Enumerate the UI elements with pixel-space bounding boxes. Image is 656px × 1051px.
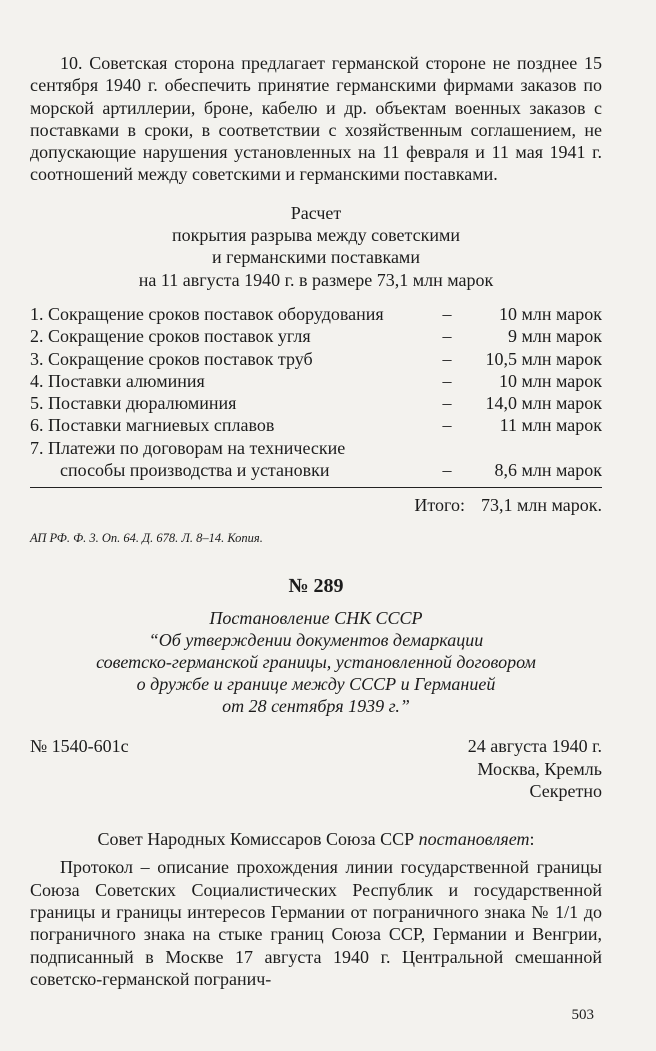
calc-subheading-2: и германскими поставками [212,247,420,268]
document-place: Москва, Кремль [477,758,602,779]
list-item-value: 8,6 млн марок [494,460,602,481]
page-number: 503 [571,1007,594,1023]
document-title-line: Постановление СНК СССР [209,608,423,629]
document-page [30,52,602,990]
list-item-dash: – [442,326,452,347]
list-item-value: 10,5 млн марок [485,348,602,369]
list-item [30,370,602,392]
calc-subheading-1: покрытия разрыва между советскими [171,225,461,246]
intro-paragraph: 10. Советская сторона предлагает германской стороне не позднее 15 сентября 1940 г. обеспечить принятие германскими фирмами заказов по морской артиллерии, броне, кабелю и др. объектам военных заказов с поставками в сроки, в соответствии с хозяйственным соглашением, не допускающие нарушения установленных на 11 февраля и 11 мая 1941 г. соотношений между советскими и германскими поставками. [30,53,602,185]
document-title-line: советско-германской границы, установленной договором [96,652,536,673]
list-item-value: 10 млн марок [498,370,602,391]
list-item-label: 1. Сокращение сроков поставок оборудования [30,303,384,324]
list-item [30,348,602,370]
list-item-dash: – [442,348,452,369]
decree-colon: : [529,829,535,850]
list-item-dash: – [442,415,452,436]
document-number: № 289 [288,574,344,597]
list-item [30,325,602,347]
list-item [30,392,602,414]
list-item-label: 2. Сокращение сроков поставок угля [30,326,311,347]
list-item-dash: – [442,370,452,391]
list-item-label: 6. Поставки магниевых сплавов [30,415,275,436]
list-item-value: 14,0 млн марок [485,393,602,414]
list-item-value: 9 млн марок [507,326,602,347]
decree-verb: постановляет [418,829,530,850]
document-meta [30,735,602,802]
list-item-label: 5. Поставки дюралюминия [30,393,237,414]
protocol-paragraph: Протокол – описание прохождения линии государственной границы Союза Советских Социалистических Республик и государственной границы и границы интересов Германии от пограничного знака № 1/1 до пограничного знака на стыке границ Союза ССР, Германии и Венгрии, подписанный в Москве 17 августа 1940 г. Центральной смешанной советско-германской погранич- [30,857,602,989]
archive-source: АП РФ. Ф. 3. Оп. 64. Д. 678. Л. 8–14. Копия. [30,530,263,545]
list-item-dash: – [442,303,452,324]
list-item-label: способы производства и установки [60,460,330,481]
total-value: 73,1 млн марок. [480,495,602,516]
list-item [30,303,602,325]
list-item-dash: – [442,393,452,414]
calc-heading: Расчет [290,202,342,223]
list-item-label: 3. Сокращение сроков поставок труб [30,348,313,369]
calc-subheading-3: на 11 августа 1940 г. в размере 73,1 млн марок [138,269,494,290]
list-item-label: 7. Платежи по договорам на технические [30,437,346,458]
list-item-label: 4. Поставки алюминия [30,370,205,391]
document-title-line: от 28 сентября 1939 г.” [222,696,410,717]
decree-subject: Совет Народных Комиссаров Союза ССР [97,829,415,850]
registration-number: № 1540-601с [30,736,129,757]
list-item-dash: – [442,460,452,481]
decree-intro [30,828,602,850]
document-title-line: “Об утверждении документов демаркации [148,630,484,651]
document-title-line: о дружбе и границе между СССР и Германией [136,674,496,695]
list-item [30,459,602,481]
document-date: 24 августа 1940 г. [467,736,602,757]
total-label: Итого: [414,495,465,516]
list-item-value: 11 млн марок [499,415,602,436]
calc-list [30,303,602,481]
list-item [30,414,602,436]
list-item [30,437,602,459]
list-item-value: 10 млн марок [498,303,602,324]
secrecy-label: Секретно [529,780,602,801]
date-place-block [468,735,602,802]
total-row [30,487,602,516]
document-title [30,607,602,717]
